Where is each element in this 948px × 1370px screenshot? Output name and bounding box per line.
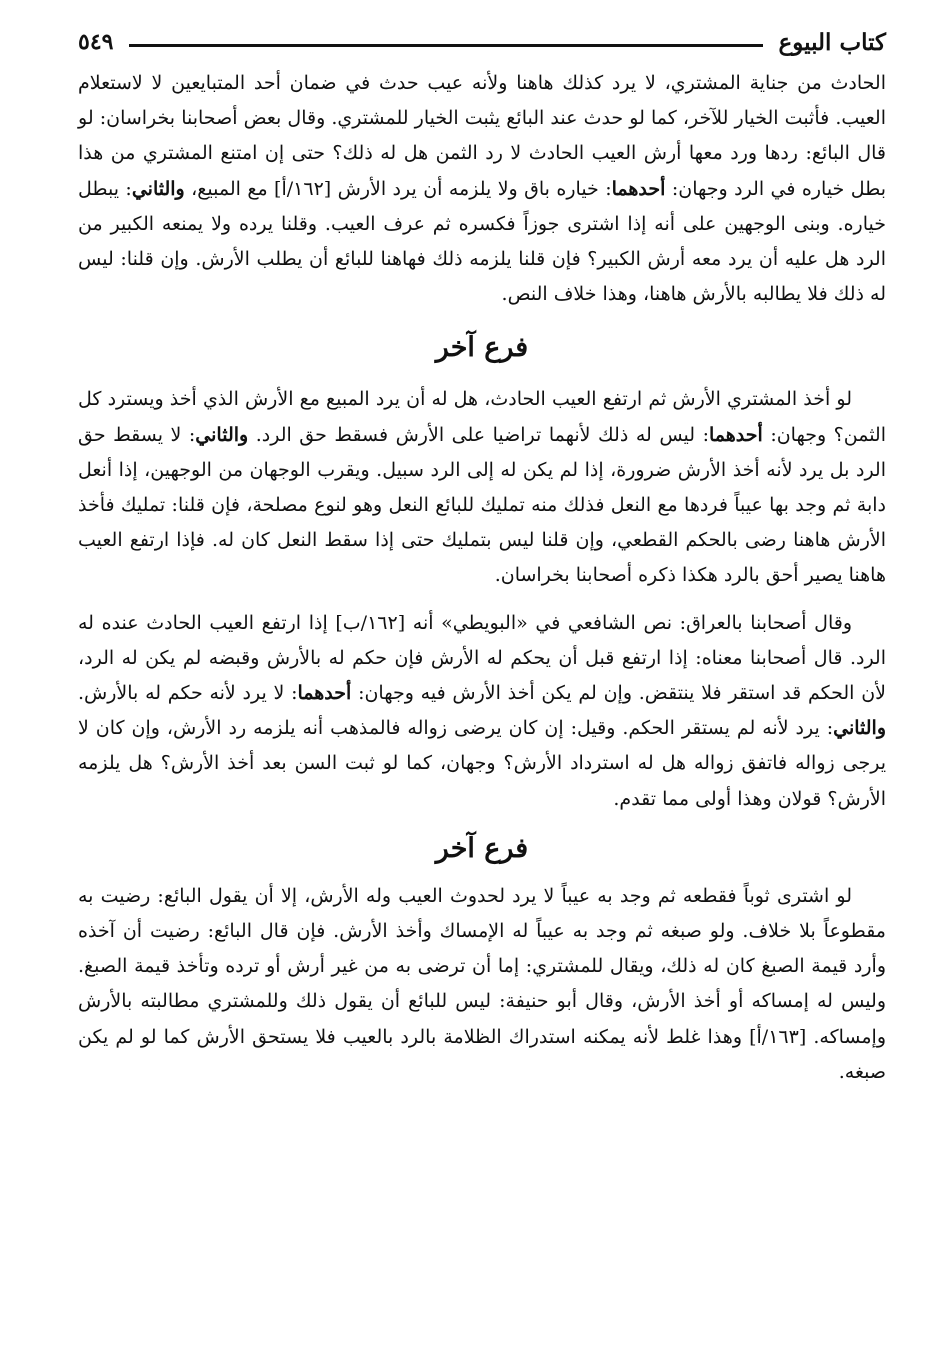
text-run: : ليس له ذلك لأنهما تراضيا على الأرش فسقط حق الرد. — [248, 423, 709, 446]
bold-term: والثاني — [833, 717, 886, 740]
text-run: الحادث من جناية المشتري، لا يرد كذلك هاهنا ولأنه عيب حدث في ضمان أحد المتبايعين لا لاستعلام العيب. فأثبت الخيار للآخر، كما لو حدث عند البائع يثبت الخيار للمشتري. وقال بعض أصحابنا بخراسان: لو قال البائع: ردها ورد معها أرش العيب الحادث لا رد الثمن هل له ذلك؟ حتى إن امتنع المشتري من هذا بطل خياره في الرد وجهان: — [78, 72, 886, 200]
bold-term: والثاني — [131, 177, 185, 200]
text-run: : خياره باق ولا يلزمه أن يرد الأرش [١٦٢/أ] مع المبيع، — [184, 177, 612, 200]
header-rule — [129, 44, 762, 47]
paragraph-1 — [78, 66, 886, 312]
paragraph-3 — [78, 606, 886, 817]
text-run: وقال أصحابنا بالعراق: نص الشافعي في «البويطي» أنه [١٦٢/ب] إذا ارتفع العيب الحادث عنده له الرد. قال أصحابنا معناه: إذا ارتفع قبل أن يحكم له الأرش فإن حكم له بالأرش وقبضه لم يكن له الرد، لأن الحكم قد استقر فلا ينتقض. وإن لم يكن أخذ الأرش فيه وجهان: — [78, 611, 886, 705]
text-run: : لا يرد لأنه حكم له بالأرش. — [78, 682, 298, 705]
paragraph-4 — [78, 879, 886, 1090]
paragraph-2 — [78, 382, 886, 593]
bold-term: أحدهما — [297, 682, 352, 705]
section-title-1: فرع آخر — [435, 332, 529, 364]
text-run: : يبطل خياره. وبنى الوجهين على أنه إذا اشترى جوزاً فكسره ثم عرف العيب. وقلنا يرده ولا يمنعه الكبير من الرد هل عليه أن يرد معه أرش الكبير؟ فإن قلنا يلزمه ذلك فهاهنا للبائع أن يطلب الأرش. وإن قلنا: ليس له ذلك فلا يطالبه بالأرش هاهنا، وهذا خلاف النص. — [78, 177, 886, 306]
running-header — [78, 22, 886, 62]
text-run: لو اشترى ثوباً فقطعه ثم وجد به عيباً لا يرد لحدوث العيب وله الأرش، إلا أن يقول البائع: رضيت به مقطوعاً بلا خلاف. ولو صبغه ثم وجد به عيباً له الإمساك وأخذ الأرش. فإن قال البائع: رضيت أن آخذه وأرد قيمة الصبغ كان له ذلك، ويقال للمشتري: إما أن ترضى به من غير أرش أو ترده وتأخذ قيمة الصبغ. وليس له إمساكه أو أخذ الأرش، وقال أبو حنيفة: ليس للبائع أن يقول ذلك وللمشتري مطالبته بالأرش وإمساكه. [١٦٣/أ] وهذا غلط لأنه يمكنه استدراك الظلامة بالرد بالعيب فلا يستحق الأرش كما لو لم يكن صبغه. — [78, 884, 886, 1083]
bold-term: والثاني — [195, 423, 249, 446]
bold-term: أحدهما — [611, 177, 666, 200]
book-title: كتاب البيوع — [778, 28, 886, 56]
section-title-2: فرع آخر — [435, 832, 529, 864]
text-run: : يرد لأنه لم يستقر الحكم. وقيل: إن كان يرضى زواله فالمذهب أنه يلزمه رد الأرش، وإن كان لا يرجى زواله فاتفق زواله هل له استرداد الأرش؟ وجهان، كما لو ثبت السن بعد أخذ الأرش؟ هل يلزمه الأرش؟ قولان وهذا أولى مما تقدم. — [78, 717, 886, 810]
text-run: : لا يسقط حق الرد بل يرد لأنه أخذ الأرش ضرورة، إذا لم يكن له إلى الرد سبيل. ويقرب الوجهان من الوجهين، إذا أنعل دابة ثم وجد بها عيباً فردها مع النعل فذلك منه تمليك للبائع النعل وهو لنوع مصلحة، فإن قلنا: تمليك فأخذ الأرش هاهنا رضى بالحكم القطعي، وإن قلنا ليس بتمليك حتى إذا سقط النعل كان له. فإذا ارتفع العيب هاهنا يصير أحق بالرد هكذا ذكره أصحابنا بخراسان. — [78, 423, 886, 587]
page-number: ٥٤٩ — [78, 29, 114, 55]
bold-term: أحدهما — [709, 423, 763, 446]
text-run: لو أخذ المشتري الأرش ثم ارتفع العيب الحادث، هل له أن يرد المبيع مع الأرش الذي أخذ ويسترد كل الثمن؟ وجهان: — [78, 388, 887, 446]
